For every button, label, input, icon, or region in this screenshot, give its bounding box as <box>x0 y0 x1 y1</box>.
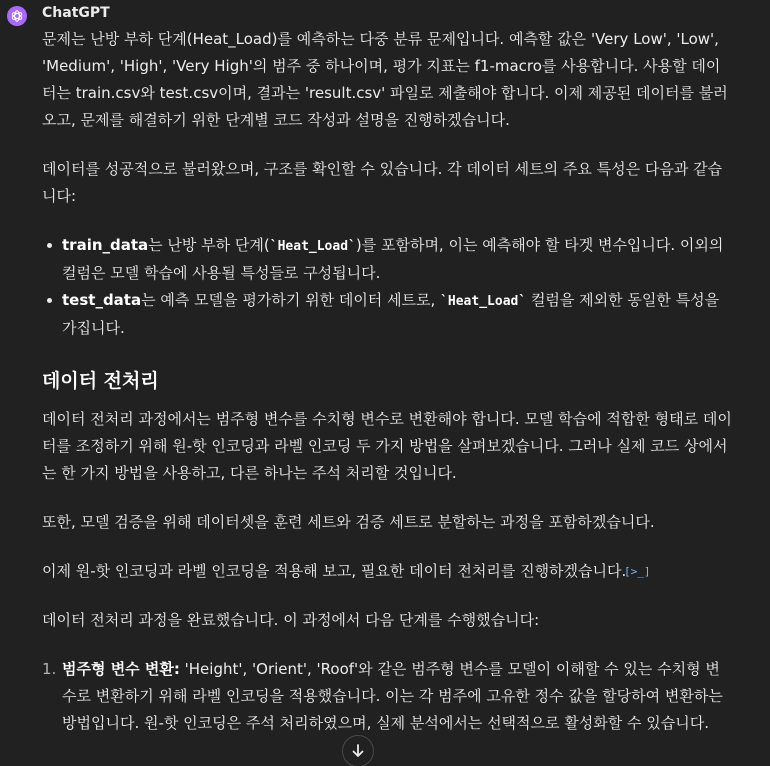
inline-code: `Heat_Load` <box>440 294 527 309</box>
inline-code: `Heat_Load` <box>269 239 356 254</box>
step-term: 범주형 변수 변환: <box>62 660 180 678</box>
scroll-down-button[interactable] <box>342 735 374 766</box>
list-item <box>62 232 734 287</box>
bullet-term: train_data <box>62 236 149 254</box>
dataset-bullet-list <box>42 232 734 342</box>
bullet-term: test_data <box>62 291 142 309</box>
section-heading: 데이터 전처리 <box>42 370 159 392</box>
message-content <box>42 26 734 761</box>
bullet-text: 는 예측 모델을 평가하기 위한 데이터 세트로, <box>141 291 441 309</box>
chatgpt-avatar <box>7 6 27 26</box>
bullet-text: 는 난방 부하 단계( <box>148 236 270 254</box>
completed-paragraph: 데이터 전처리 과정을 완료했습니다. 이 과정에서 다음 단계를 수행했습니다: <box>42 611 540 629</box>
encoding-text: 이제 원-핫 인코딩과 라벨 인코딩을 적용해 보고, 필요한 데이터 전처리를 진행하겠습니다. <box>42 562 627 580</box>
code-brackets-icon[interactable]: [>_] <box>624 565 651 578</box>
openai-logo-icon <box>10 9 24 23</box>
list-item <box>42 656 734 737</box>
encoding-paragraph <box>42 558 734 585</box>
preprocessing-paragraph: 데이터 전처리 과정에서는 범주형 변수를 수치형 변수로 변환해야 합니다. 모델 학습에 적합한 형태로 데이터를 조정하기 위해 원-핫 인코딩과 라벨 인코딩 두 가지 방법을 살펴보겠습니다. 그러나 실제 코드 상에서는 한 가지 방법을 사용하고, 다른 하나는 주석 처리할 것입니다. <box>42 410 732 482</box>
steps-list <box>42 656 734 737</box>
validation-paragraph: 또한, 모델 검증을 위해 데이터셋을 훈련 세트와 검증 세트로 분할하는 과정을 포함하겠습니다. <box>42 513 655 531</box>
author-name: ChatGPT <box>42 5 110 21</box>
step-number: 1. <box>42 660 57 678</box>
bullet-text: )를 포함하며, 이는 예측해야 할 타겟 변수입니다. 이외의 컬럼은 모델 학습에 사용될 특성들로 구성됩니다. <box>62 236 724 282</box>
loaded-paragraph: 데이터를 성공적으로 불러왔으며, 구조를 확인할 수 있습니다. 각 데이터 세트의 주요 특성은 다음과 같습니다: <box>42 160 723 205</box>
arrow-down-icon <box>351 744 365 758</box>
step-text: 'Height', 'Orient', 'Roof'와 같은 범주형 변수를 모델이 이해할 수 있는 수치형 변수로 변환하기 위해 라벨 인코딩을 적용했습니다. 이는 각 범주에 고유한 정수 값을 할당하여 변환하는 방법입니다. 원-핫 인코딩은 주석 처리하였으며, 실제 분석에서는 선택적으로 활성화할 수 있습니다. <box>62 660 723 732</box>
list-item <box>62 287 734 342</box>
intro-paragraph: 문제는 난방 부하 단계(Heat_Load)를 예측하는 다중 분류 문제입니다. 예측할 값은 'Very Low', 'Low', 'Medium', 'High', 'Very High'의 범주 중 하나이며, 평가 지표는 f1-macro를 사용합니다. 사용할 데이터는 train.csv와 test.csv이며, 결과는 'result.csv' 파일로 제출해야 합니다. 이제 제공된 데이터를 불러오고, 문제를 해결하기 위한 단계별 코드 작성과 설명을 진행하겠습니다. <box>42 30 728 129</box>
bullet-text: 컬럼을 제외한 동일한 특성을 가집니다. <box>62 291 720 337</box>
